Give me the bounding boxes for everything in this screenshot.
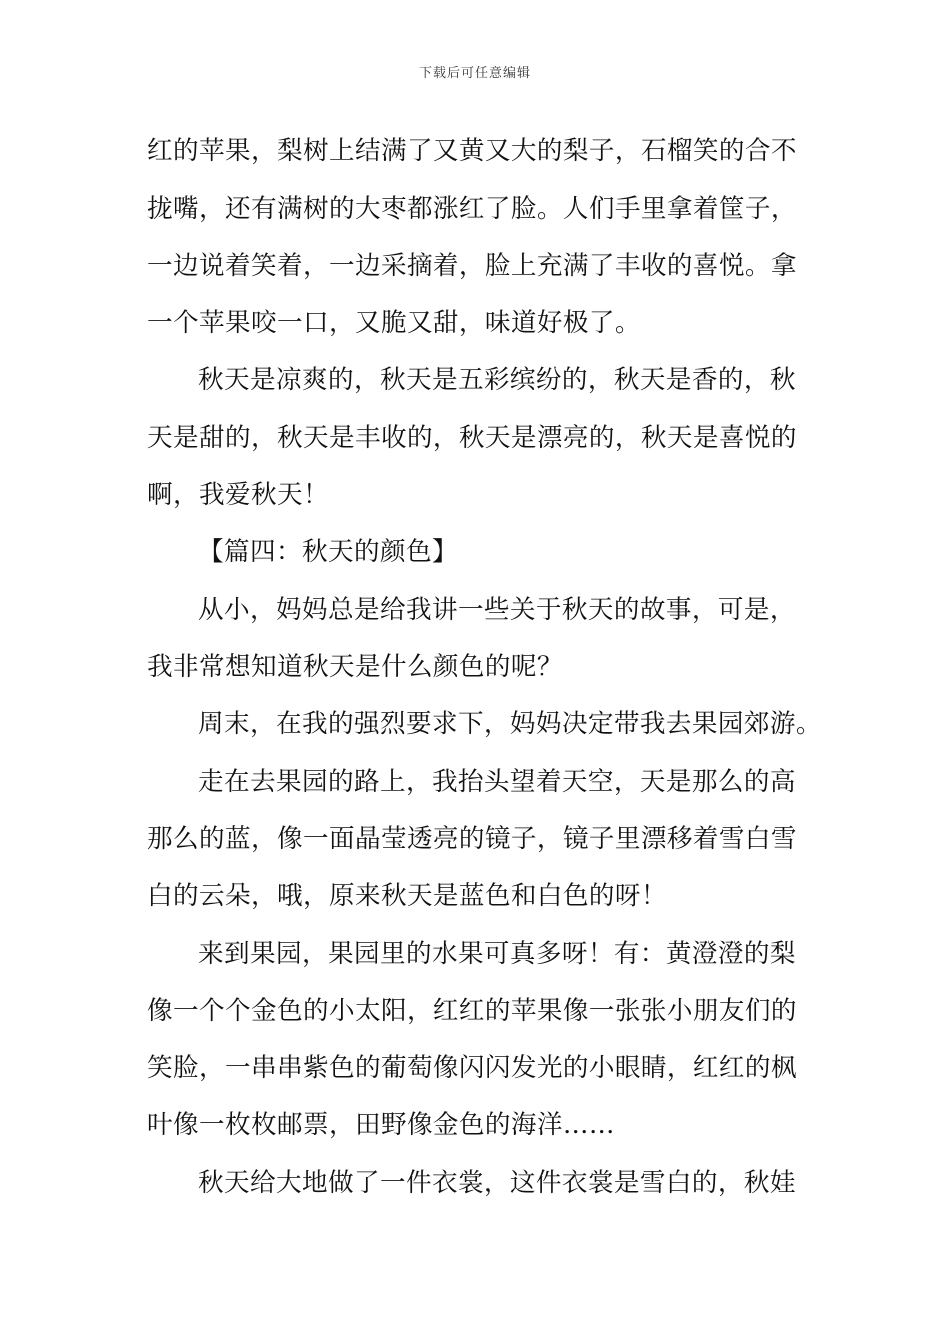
text-line: 来到果园，果园里的水果可真多呀！有：黄澄澄的梨 — [198, 939, 796, 969]
text-line: 红的苹果，梨树上结满了又黄又大的梨子，石榴笑的合不 — [147, 136, 797, 166]
text-line: 一个苹果咬一口，又脆又甜，味道好极了。 — [147, 308, 641, 338]
text-line: 像一个个金色的小太阳，红红的苹果像一张张小朋友们的 — [147, 996, 797, 1026]
text-line: 我非常想知道秋天是什么颜色的呢？ — [147, 652, 563, 682]
section-heading: 【篇四：秋天的颜色】 — [198, 537, 458, 567]
text-line: 天是甜的，秋天是丰收的，秋天是漂亮的，秋天是喜悦的 — [147, 423, 797, 453]
text-line: 周末，在我的强烈要求下，妈妈决定带我去果园郊游。 — [198, 709, 822, 739]
text-line: 叶像一枚枚邮票，田野像金色的海洋…… — [147, 1110, 615, 1140]
text-line: 秋天是凉爽的，秋天是五彩缤纷的，秋天是香的，秋 — [198, 365, 796, 395]
text-line: 走在去果园的路上，我抬头望着天空，天是那么的高 — [198, 767, 796, 797]
text-line: 从小，妈妈总是给我讲一些关于秋天的故事，可是， — [198, 595, 796, 625]
text-line: 秋天给大地做了一件衣裳，这件衣裳是雪白的，秋娃 — [198, 1168, 796, 1198]
text-line: 一边说着笑着，一边采摘着，脸上充满了丰收的喜悦。拿 — [147, 251, 797, 281]
text-line: 笑脸，一串串紫色的葡萄像闪闪发光的小眼睛，红红的枫 — [147, 1053, 797, 1083]
text-line: 啊，我爱秋天！ — [147, 480, 329, 510]
text-line: 拢嘴，还有满树的大枣都涨红了脸。人们手里拿着筐子， — [147, 194, 797, 224]
text-line: 白的云朵，哦，原来秋天是蓝色和白色的呀！ — [147, 881, 667, 911]
text-line: 那么的蓝，像一面晶莹透亮的镜子，镜子里漂移着雪白雪 — [147, 824, 797, 854]
page-header: 下载后可任意编辑 — [418, 66, 531, 81]
